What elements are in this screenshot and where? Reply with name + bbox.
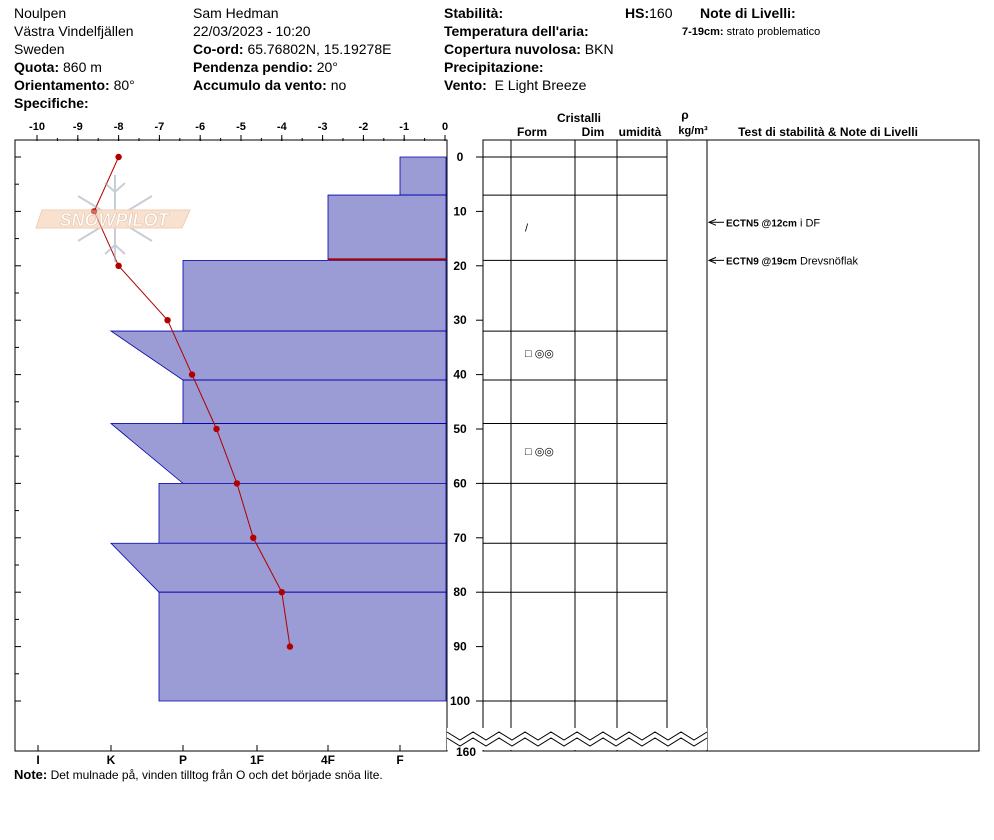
temp-tick-label: -3 bbox=[317, 121, 328, 133]
hardness-tick-label: F bbox=[396, 753, 404, 767]
crystal-forms bbox=[525, 223, 554, 458]
note-di-livelli-entry: 7-19cm: strato problematico bbox=[682, 26, 821, 38]
temperature-point bbox=[189, 371, 195, 377]
accumulo: Accumulo da vento: no bbox=[193, 77, 347, 93]
header-cristalli: Cristalli bbox=[556, 111, 602, 125]
temp-tick-label: -4 bbox=[276, 121, 287, 133]
temp-tick-label: -5 bbox=[236, 121, 246, 133]
hardness-layer-8 bbox=[159, 592, 446, 701]
depth-tick-label: 10 bbox=[453, 204, 467, 219]
note-di-livelli-title: Note di Livelli: bbox=[700, 5, 796, 21]
svg-text:SNOWPILOT: SNOWPILOT bbox=[59, 210, 169, 230]
hardness-tick-label: K bbox=[106, 753, 116, 767]
temperatura-aria: Temperatura dell'aria: bbox=[444, 23, 589, 39]
stability-test-label: ECTN5 @12cm i DF bbox=[726, 217, 821, 230]
orientamento: Orientamento: 80° bbox=[14, 77, 135, 93]
header-dim: Dim bbox=[581, 125, 605, 139]
depth-tick-label: 40 bbox=[453, 367, 467, 382]
header-rho-unit: kg/m³ bbox=[678, 125, 708, 137]
hardness-tick-label: 4F bbox=[320, 753, 336, 767]
temp-tick-label: -9 bbox=[72, 121, 83, 133]
note: Note: Det mulnade på, vinden tilltog från O och det började snöa lite. bbox=[14, 767, 383, 782]
hardness-layer-3 bbox=[111, 331, 446, 380]
header-stability: Test di stabilità & Note di Livelli bbox=[738, 125, 918, 139]
crystal-form-symbol: / bbox=[525, 222, 529, 235]
temperature-point bbox=[164, 317, 170, 323]
specifiche: Specifiche: bbox=[14, 95, 89, 111]
table-frame bbox=[483, 140, 979, 751]
hardness-layer-2 bbox=[183, 260, 446, 331]
temperature-point bbox=[234, 480, 240, 486]
copertura-nuvolosa: Copertura nuvolosa: BKN bbox=[444, 41, 614, 57]
pendenza: Pendenza pendio: 20° bbox=[193, 59, 338, 75]
precipitazione: Precipitazione: bbox=[444, 59, 544, 75]
temperature-point bbox=[287, 643, 293, 649]
temperature-point bbox=[250, 535, 256, 541]
depth-tick-label: 20 bbox=[453, 258, 467, 273]
coordinates: Co-ord: 65.76802N, 15.19278E bbox=[193, 41, 392, 57]
temp-tick-label: -10 bbox=[29, 121, 45, 133]
temperature-point bbox=[213, 426, 219, 432]
temp-tick-label: -1 bbox=[399, 121, 410, 133]
temperature-point bbox=[279, 589, 285, 595]
temp-tick-label: -7 bbox=[154, 121, 165, 133]
temp-tick-label: 0 bbox=[441, 121, 449, 133]
hs: HS:160 bbox=[625, 5, 673, 21]
temp-tick-label: -2 bbox=[358, 121, 369, 133]
depth-tick-label: 80 bbox=[453, 585, 467, 600]
depth-tick-label: 160 bbox=[455, 745, 477, 759]
header-rho: ρ bbox=[681, 108, 689, 122]
snowpilot-logo bbox=[36, 175, 190, 262]
temperature-point bbox=[115, 154, 121, 160]
hardness-tick-label: P bbox=[178, 753, 188, 767]
depth-tick-label: 30 bbox=[453, 313, 467, 328]
temp-tick-label: -6 bbox=[195, 121, 206, 133]
crystal-form-symbol: □ ◎◎ bbox=[525, 445, 554, 458]
temperature-point bbox=[115, 263, 121, 269]
depth-tick-label: 50 bbox=[453, 422, 467, 436]
hardness-tick-label: 1F bbox=[249, 753, 265, 767]
depth-tick-label: 0 bbox=[456, 150, 464, 164]
depth-tick-label: 90 bbox=[453, 639, 467, 654]
datetime: 22/03/2023 - 10:20 bbox=[193, 23, 311, 39]
header-form: Form bbox=[517, 125, 547, 139]
vento: Vento: E Light Breeze bbox=[444, 77, 587, 93]
stability-test-label: ECTN9 @19cm Drevsnöflak bbox=[726, 255, 859, 268]
temp-tick-label: -8 bbox=[113, 121, 124, 133]
region: Västra Vindelfjällen bbox=[14, 23, 134, 39]
break-band bbox=[447, 728, 707, 750]
hardness-layer-5 bbox=[111, 424, 446, 484]
quota: Quota: 860 m bbox=[14, 59, 102, 75]
depth-tick-label: 70 bbox=[453, 530, 467, 545]
location: Noulpen bbox=[14, 5, 67, 21]
depth-tick-label: 100 bbox=[449, 694, 471, 708]
stability-tests bbox=[709, 217, 859, 267]
crystal-form-symbol: □ ◎◎ bbox=[525, 347, 554, 360]
hardness-layer-4 bbox=[183, 380, 446, 424]
hardness-layer-1 bbox=[328, 195, 446, 260]
stabilita: Stabilità: bbox=[444, 5, 504, 21]
observer: Sam Hedman bbox=[193, 5, 279, 21]
hardness-tick-label: I bbox=[36, 753, 40, 767]
depth-tick-label: 60 bbox=[453, 476, 467, 491]
country: Sweden bbox=[14, 41, 65, 57]
header-umidita: umidità bbox=[618, 125, 662, 139]
hardness-layers bbox=[111, 157, 446, 701]
hardness-layer-0 bbox=[400, 157, 446, 195]
table-grid bbox=[447, 140, 707, 751]
hardness-layer-6 bbox=[159, 483, 446, 543]
